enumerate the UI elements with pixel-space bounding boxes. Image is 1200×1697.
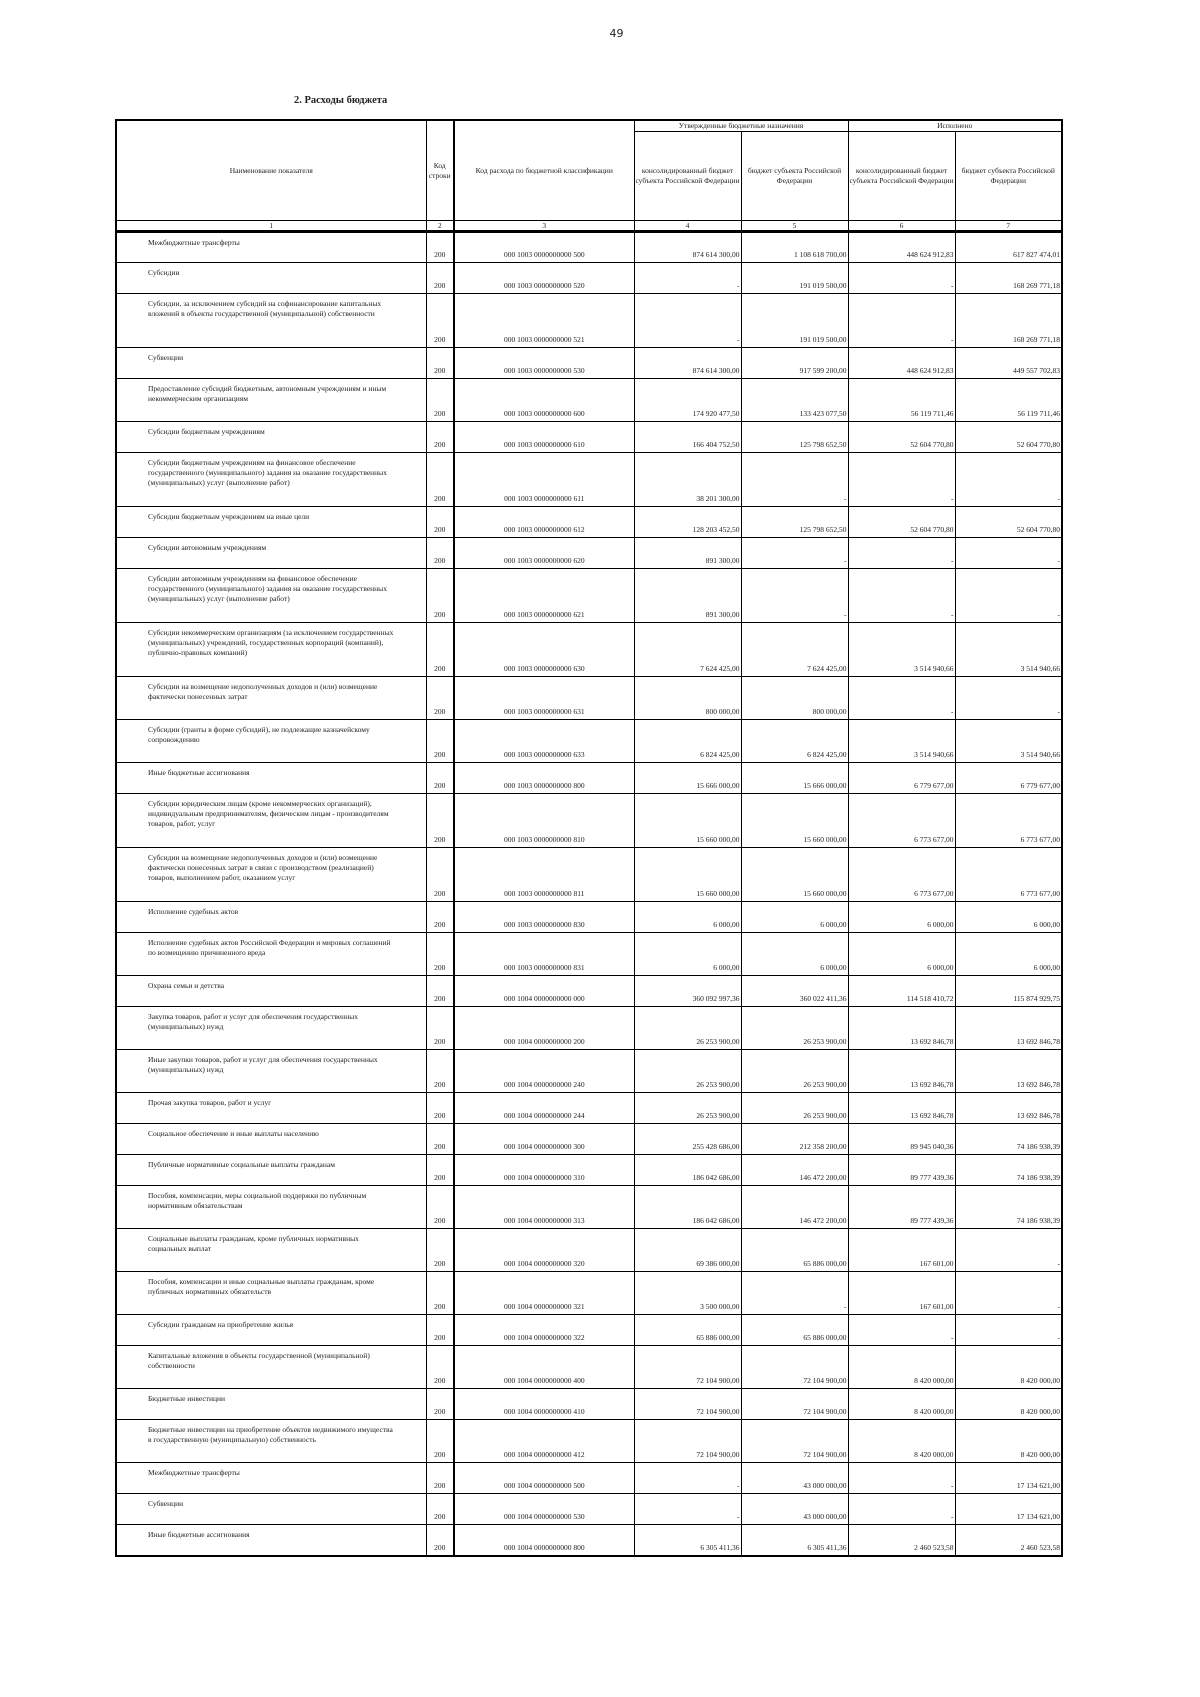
row-name: Субсидии бюджетным учреждениям на иные цели [116,507,426,538]
row-name: Охрана семьи и детства [116,976,426,1007]
column-number: 6 [848,221,955,232]
row-class-code: 000 1003 0000000000 810 [454,794,634,848]
table-row [116,794,1062,848]
expenditure-table [115,119,1063,1557]
table-row [116,1272,1062,1315]
row-class-code: 000 1003 0000000000 600 [454,379,634,422]
row-approved-consolidated: 174 920 477,50 [634,379,741,422]
table-row [116,263,1062,294]
table-row [116,848,1062,902]
header-executed-consolidated: консолидированный бюджет субъекта Российской Федерации [848,132,955,221]
row-line-code: 200 [426,794,454,848]
row-class-code: 000 1004 0000000000 412 [454,1420,634,1463]
column-number-row [116,221,1062,232]
table-row [116,294,1062,348]
row-executed-subject: 6 000,00 [955,933,1062,976]
row-executed-consolidated: 6 773 677,00 [848,794,955,848]
row-class-code: 000 1004 0000000000 321 [454,1272,634,1315]
row-approved-subject: 191 019 500,00 [741,294,848,348]
row-executed-subject: - [955,1272,1062,1315]
row-approved-subject: 7 624 425,00 [741,623,848,677]
row-class-code: 000 1003 0000000000 811 [454,848,634,902]
row-approved-consolidated: 69 386 000,00 [634,1229,741,1272]
row-executed-subject: 6 000,00 [955,902,1062,933]
row-executed-consolidated: 13 692 846,78 [848,1007,955,1050]
row-approved-consolidated: 255 428 686,00 [634,1124,741,1155]
table-row [116,1346,1062,1389]
row-executed-subject: 6 773 677,00 [955,794,1062,848]
row-executed-consolidated: 3 514 940,66 [848,623,955,677]
column-number: 1 [116,221,426,232]
row-approved-subject: 15 660 000,00 [741,794,848,848]
row-name: Субвенции [116,348,426,379]
table-row [116,902,1062,933]
column-number: 4 [634,221,741,232]
row-line-code: 200 [426,1315,454,1346]
table-row [116,1186,1062,1229]
row-executed-consolidated: 3 514 940,66 [848,720,955,763]
table-row [116,1463,1062,1494]
row-line-code: 200 [426,763,454,794]
row-approved-consolidated: - [634,263,741,294]
row-approved-subject: 43 000 000,00 [741,1463,848,1494]
row-approved-subject: - [741,453,848,507]
table-row [116,232,1062,263]
row-line-code: 200 [426,348,454,379]
row-executed-subject: 6 779 677,00 [955,763,1062,794]
row-line-code: 200 [426,848,454,902]
row-approved-consolidated: 72 104 900,00 [634,1420,741,1463]
table-row [116,720,1062,763]
table-row [116,1494,1062,1525]
row-approved-consolidated: - [634,1494,741,1525]
page-number: 49 [609,27,624,40]
row-approved-consolidated: 6 305 411,36 [634,1525,741,1556]
row-approved-consolidated: 891 300,00 [634,538,741,569]
row-executed-consolidated: 89 777 439,36 [848,1186,955,1229]
row-executed-consolidated: - [848,1494,955,1525]
row-class-code: 000 1003 0000000000 612 [454,507,634,538]
row-approved-consolidated: 72 104 900,00 [634,1389,741,1420]
table-row [116,1525,1062,1556]
row-executed-subject: 74 186 938,39 [955,1155,1062,1186]
row-line-code: 200 [426,1525,454,1556]
row-line-code: 200 [426,1155,454,1186]
row-approved-subject: 125 798 652,50 [741,507,848,538]
row-executed-consolidated: 6 000,00 [848,933,955,976]
row-approved-subject: 65 886 000,00 [741,1229,848,1272]
row-executed-subject: - [955,538,1062,569]
column-number: 2 [426,221,454,232]
row-name: Бюджетные инвестиции на приобретение объектов недвижимого имущества в государственную (муниципальную) собственность [116,1420,426,1463]
row-approved-subject: 72 104 900,00 [741,1346,848,1389]
row-approved-consolidated: 6 000,00 [634,933,741,976]
row-approved-subject: 26 253 900,00 [741,1050,848,1093]
table-row [116,976,1062,1007]
row-name: Субсидии на возмещение недополученных доходов и (или) возмещение фактически понесенных затрат в связи с производством (реализацией) товаров, выполнением работ, оказанием услуг [116,848,426,902]
row-name: Пособия, компенсации и иные социальные выплаты гражданам, кроме публичных нормативных обязательств [116,1272,426,1315]
row-class-code: 000 1004 0000000000 322 [454,1315,634,1346]
table-row [116,1050,1062,1093]
header-name: Наименование показателя [116,120,426,221]
row-executed-subject: 8 420 000,00 [955,1420,1062,1463]
table-row [116,763,1062,794]
row-approved-subject: 191 019 500,00 [741,263,848,294]
row-executed-consolidated: 52 604 770,80 [848,422,955,453]
row-executed-subject: - [955,453,1062,507]
column-number: 5 [741,221,848,232]
row-approved-subject: - [741,1272,848,1315]
row-executed-consolidated: 6 000,00 [848,902,955,933]
row-executed-consolidated: 89 945 040,36 [848,1124,955,1155]
table-row [116,422,1062,453]
row-line-code: 200 [426,1124,454,1155]
row-executed-consolidated: 448 624 912,83 [848,232,955,263]
row-approved-consolidated: 65 886 000,00 [634,1315,741,1346]
table-row [116,1124,1062,1155]
row-approved-subject: 15 660 000,00 [741,848,848,902]
row-class-code: 000 1003 0000000000 520 [454,263,634,294]
row-approved-consolidated: 874 614 300,00 [634,232,741,263]
row-class-code: 000 1004 0000000000 310 [454,1155,634,1186]
row-line-code: 200 [426,569,454,623]
table-row [116,1315,1062,1346]
header-approved-subject: бюджет субъекта Российской Федерации [741,132,848,221]
row-name: Субсидии некоммерческим организациям (за исключением государственных (муниципальных) учреждений, государственных корпораций (компаний), публично-правовых компаний) [116,623,426,677]
row-approved-consolidated: 360 092 997,36 [634,976,741,1007]
row-name: Субсидии (гранты в форме субсидий), не подлежащие казначейскому сопровождению [116,720,426,763]
row-executed-consolidated: - [848,263,955,294]
row-executed-consolidated: 56 119 711,46 [848,379,955,422]
row-executed-subject: 8 420 000,00 [955,1346,1062,1389]
row-name: Капитальные вложения в объекты государственной (муниципальной) собственности [116,1346,426,1389]
row-approved-consolidated: 7 624 425,00 [634,623,741,677]
row-approved-subject: - [741,569,848,623]
row-class-code: 000 1004 0000000000 800 [454,1525,634,1556]
row-class-code: 000 1003 0000000000 530 [454,348,634,379]
table-header [116,120,1062,232]
row-approved-subject: 146 472 200,00 [741,1186,848,1229]
row-executed-consolidated: 6 773 677,00 [848,848,955,902]
row-approved-consolidated: 186 042 686,00 [634,1155,741,1186]
row-approved-consolidated: - [634,294,741,348]
row-executed-consolidated: - [848,453,955,507]
row-approved-subject: 72 104 900,00 [741,1420,848,1463]
row-executed-subject: 8 420 000,00 [955,1389,1062,1420]
row-approved-consolidated: 26 253 900,00 [634,1093,741,1124]
row-approved-consolidated: 800 000,00 [634,677,741,720]
row-executed-consolidated: 89 777 439,36 [848,1155,955,1186]
row-line-code: 200 [426,720,454,763]
row-name: Предоставление субсидий бюджетным, автономным учреждениям и иным некоммерческим организациям [116,379,426,422]
row-line-code: 200 [426,453,454,507]
row-class-code: 000 1003 0000000000 633 [454,720,634,763]
header-class-code: Код расхода по бюджетной классификации [454,120,634,221]
row-line-code: 200 [426,1463,454,1494]
row-name: Иные бюджетные ассигнования [116,763,426,794]
row-class-code: 000 1004 0000000000 313 [454,1186,634,1229]
row-approved-subject: - [741,538,848,569]
table-row [116,677,1062,720]
table-row [116,1007,1062,1050]
row-line-code: 200 [426,1050,454,1093]
row-executed-subject: 74 186 938,39 [955,1186,1062,1229]
row-executed-consolidated: 167 601,00 [848,1229,955,1272]
row-executed-subject: 2 460 523,58 [955,1525,1062,1556]
row-name: Межбюджетные трансферты [116,232,426,263]
row-approved-consolidated: 891 300,00 [634,569,741,623]
row-approved-consolidated: 26 253 900,00 [634,1050,741,1093]
row-line-code: 200 [426,1272,454,1315]
row-executed-subject: 3 514 940,66 [955,623,1062,677]
table-row [116,623,1062,677]
table-row [116,1229,1062,1272]
row-class-code: 000 1003 0000000000 800 [454,763,634,794]
row-approved-consolidated: 15 660 000,00 [634,848,741,902]
row-approved-subject: 917 599 200,00 [741,348,848,379]
row-approved-subject: 6 305 411,36 [741,1525,848,1556]
row-name: Субвенции [116,1494,426,1525]
row-approved-consolidated: 874 614 300,00 [634,348,741,379]
row-executed-consolidated: 13 692 846,78 [848,1050,955,1093]
row-executed-subject: 168 269 771,18 [955,294,1062,348]
table-body [116,232,1062,1556]
table-row [116,1389,1062,1420]
row-name: Иные закупки товаров, работ и услуг для обеспечения государственных (муниципальных) нужд [116,1050,426,1093]
row-class-code: 000 1003 0000000000 521 [454,294,634,348]
row-name: Субсидии гражданам на приобретение жилья [116,1315,426,1346]
row-executed-consolidated: 8 420 000,00 [848,1420,955,1463]
row-executed-consolidated: - [848,1463,955,1494]
row-executed-subject: 449 557 702,83 [955,348,1062,379]
row-approved-subject: 125 798 652,50 [741,422,848,453]
row-name: Прочая закупка товаров, работ и услуг [116,1093,426,1124]
row-name: Субсидии автономным учреждениям на финансовое обеспечение государственного (муниципального) задания на оказание государственных (муниципальных) услуг (выполнение работ) [116,569,426,623]
row-executed-consolidated: - [848,1315,955,1346]
row-line-code: 200 [426,677,454,720]
row-class-code: 000 1003 0000000000 621 [454,569,634,623]
row-name: Субсидии юридическим лицам (кроме некоммерческих организаций), индивидуальным предпринимателям, физическим лицам - производителям товаров, работ, услуг [116,794,426,848]
row-class-code: 000 1004 0000000000 244 [454,1093,634,1124]
row-approved-subject: 133 423 077,50 [741,379,848,422]
row-name: Исполнение судебных актов Российской Федерации и мировых соглашений по возмещению причиненного вреда [116,933,426,976]
row-class-code: 000 1003 0000000000 610 [454,422,634,453]
row-approved-subject: 43 000 000,00 [741,1494,848,1525]
row-class-code: 000 1003 0000000000 620 [454,538,634,569]
row-executed-consolidated: 52 604 770,80 [848,507,955,538]
row-executed-consolidated: 167 601,00 [848,1272,955,1315]
row-executed-subject: - [955,1315,1062,1346]
section-title: 2. Расходы бюджета [294,95,388,106]
row-name: Иные бюджетные ассигнования [116,1525,426,1556]
row-executed-consolidated: 6 779 677,00 [848,763,955,794]
row-executed-subject: - [955,1229,1062,1272]
row-line-code: 200 [426,902,454,933]
row-name: Пособия, компенсации, меры социальной поддержки по публичным нормативным обязательствам [116,1186,426,1229]
row-approved-subject: 15 666 000,00 [741,763,848,794]
row-executed-subject: - [955,677,1062,720]
header-executed-subject: бюджет субъекта Российской Федерации [955,132,1062,221]
row-class-code: 000 1004 0000000000 240 [454,1050,634,1093]
row-name: Субсидии на возмещение недополученных доходов и (или) возмещение фактически понесенных затрат [116,677,426,720]
row-name: Публичные нормативные социальные выплаты гражданам [116,1155,426,1186]
row-executed-subject: - [955,569,1062,623]
row-executed-consolidated: 114 518 410,72 [848,976,955,1007]
row-class-code: 000 1004 0000000000 320 [454,1229,634,1272]
row-line-code: 200 [426,623,454,677]
row-name: Межбюджетные трансферты [116,1463,426,1494]
row-approved-subject: 6 000,00 [741,902,848,933]
row-approved-consolidated: 38 201 300,00 [634,453,741,507]
row-name: Исполнение судебных актов [116,902,426,933]
row-line-code: 200 [426,1007,454,1050]
header-approved-group: Утвержденные бюджетные назначения [634,120,848,132]
row-executed-consolidated: 8 420 000,00 [848,1346,955,1389]
row-line-code: 200 [426,1186,454,1229]
row-class-code: 000 1003 0000000000 830 [454,902,634,933]
row-line-code: 200 [426,294,454,348]
table-row [116,507,1062,538]
table-row [116,348,1062,379]
row-class-code: 000 1003 0000000000 630 [454,623,634,677]
table-row [116,1093,1062,1124]
row-approved-subject: 26 253 900,00 [741,1007,848,1050]
row-executed-subject: 13 692 846,78 [955,1093,1062,1124]
row-approved-subject: 72 104 900,00 [741,1389,848,1420]
row-executed-subject: 13 692 846,78 [955,1050,1062,1093]
row-name: Социальные выплаты гражданам, кроме публичных нормативных социальных выплат [116,1229,426,1272]
row-approved-consolidated: 3 500 000,00 [634,1272,741,1315]
row-line-code: 200 [426,1389,454,1420]
row-executed-consolidated: 8 420 000,00 [848,1389,955,1420]
table-row [116,1155,1062,1186]
row-approved-subject: 360 022 411,36 [741,976,848,1007]
row-class-code: 000 1004 0000000000 410 [454,1389,634,1420]
row-approved-subject: 212 358 200,00 [741,1124,848,1155]
row-approved-consolidated: 6 824 425,00 [634,720,741,763]
row-approved-subject: 1 108 618 700,00 [741,232,848,263]
row-line-code: 200 [426,1229,454,1272]
row-line-code: 200 [426,976,454,1007]
row-class-code: 000 1004 0000000000 400 [454,1346,634,1389]
row-approved-consolidated: 166 404 752,50 [634,422,741,453]
table-row [116,538,1062,569]
row-executed-subject: 617 827 474,01 [955,232,1062,263]
row-executed-consolidated: - [848,294,955,348]
row-approved-subject: 26 253 900,00 [741,1093,848,1124]
row-approved-consolidated: 26 253 900,00 [634,1007,741,1050]
row-executed-consolidated: - [848,569,955,623]
row-name: Социальное обеспечение и иные выплаты населению [116,1124,426,1155]
column-number: 7 [955,221,1062,232]
row-line-code: 200 [426,1494,454,1525]
row-executed-subject: 52 604 770,80 [955,507,1062,538]
row-name: Субсидии бюджетным учреждениям [116,422,426,453]
row-executed-subject: 56 119 711,46 [955,379,1062,422]
row-approved-subject: 6 000,00 [741,933,848,976]
table-row [116,379,1062,422]
row-class-code: 000 1003 0000000000 611 [454,453,634,507]
row-approved-subject: 65 886 000,00 [741,1315,848,1346]
row-executed-subject: 3 514 940,66 [955,720,1062,763]
row-class-code: 000 1003 0000000000 500 [454,232,634,263]
row-name: Закупка товаров, работ и услуг для обеспечения государственных (муниципальных) нужд [116,1007,426,1050]
row-name: Субсидии автономным учреждениям [116,538,426,569]
row-executed-consolidated: 13 692 846,78 [848,1093,955,1124]
row-approved-subject: 800 000,00 [741,677,848,720]
row-class-code: 000 1003 0000000000 831 [454,933,634,976]
row-line-code: 200 [426,1346,454,1389]
header-line-code: Код строки [426,120,454,221]
row-line-code: 200 [426,379,454,422]
row-class-code: 000 1004 0000000000 530 [454,1494,634,1525]
row-line-code: 200 [426,1093,454,1124]
row-name: Субсидии, за исключением субсидий на софинансирование капитальных вложений в объекты государственной (муниципальной) собственности [116,294,426,348]
row-approved-consolidated: 186 042 686,00 [634,1186,741,1229]
row-class-code: 000 1003 0000000000 631 [454,677,634,720]
row-executed-subject: 115 874 929,75 [955,976,1062,1007]
row-executed-subject: 6 773 677,00 [955,848,1062,902]
row-executed-subject: 17 134 621,00 [955,1494,1062,1525]
row-name: Субсидии [116,263,426,294]
row-executed-subject: 168 269 771,18 [955,263,1062,294]
row-line-code: 200 [426,933,454,976]
row-class-code: 000 1004 0000000000 200 [454,1007,634,1050]
row-line-code: 200 [426,232,454,263]
row-executed-consolidated: - [848,538,955,569]
table-row [116,1420,1062,1463]
row-approved-subject: 146 472 200,00 [741,1155,848,1186]
row-approved-consolidated: 15 666 000,00 [634,763,741,794]
table-row [116,569,1062,623]
row-executed-consolidated: 2 460 523,58 [848,1525,955,1556]
row-approved-consolidated: 128 203 452,50 [634,507,741,538]
row-approved-subject: 6 824 425,00 [741,720,848,763]
row-approved-consolidated: - [634,1463,741,1494]
row-line-code: 200 [426,422,454,453]
row-executed-subject: 17 134 621,00 [955,1463,1062,1494]
row-name: Бюджетные инвестиции [116,1389,426,1420]
row-executed-subject: 13 692 846,78 [955,1007,1062,1050]
column-number: 3 [454,221,634,232]
row-approved-consolidated: 6 000,00 [634,902,741,933]
header-executed-group: Исполнено [848,120,1062,132]
row-line-code: 200 [426,507,454,538]
row-line-code: 200 [426,1420,454,1463]
table-row [116,933,1062,976]
row-name: Субсидии бюджетным учреждениям на финансовое обеспечение государственного (муниципального) задания на оказание государственных (муниципальных) услуг (выполнение работ) [116,453,426,507]
row-approved-consolidated: 72 104 900,00 [634,1346,741,1389]
row-line-code: 200 [426,263,454,294]
row-executed-consolidated: 448 624 912,83 [848,348,955,379]
row-class-code: 000 1004 0000000000 000 [454,976,634,1007]
table-row [116,453,1062,507]
row-line-code: 200 [426,538,454,569]
header-approved-consolidated: консолидированный бюджет субъекта Российской Федерации [634,132,741,221]
row-class-code: 000 1004 0000000000 500 [454,1463,634,1494]
row-approved-consolidated: 15 660 000,00 [634,794,741,848]
row-executed-subject: 74 186 938,39 [955,1124,1062,1155]
row-executed-consolidated: - [848,677,955,720]
row-class-code: 000 1004 0000000000 300 [454,1124,634,1155]
row-executed-subject: 52 604 770,80 [955,422,1062,453]
